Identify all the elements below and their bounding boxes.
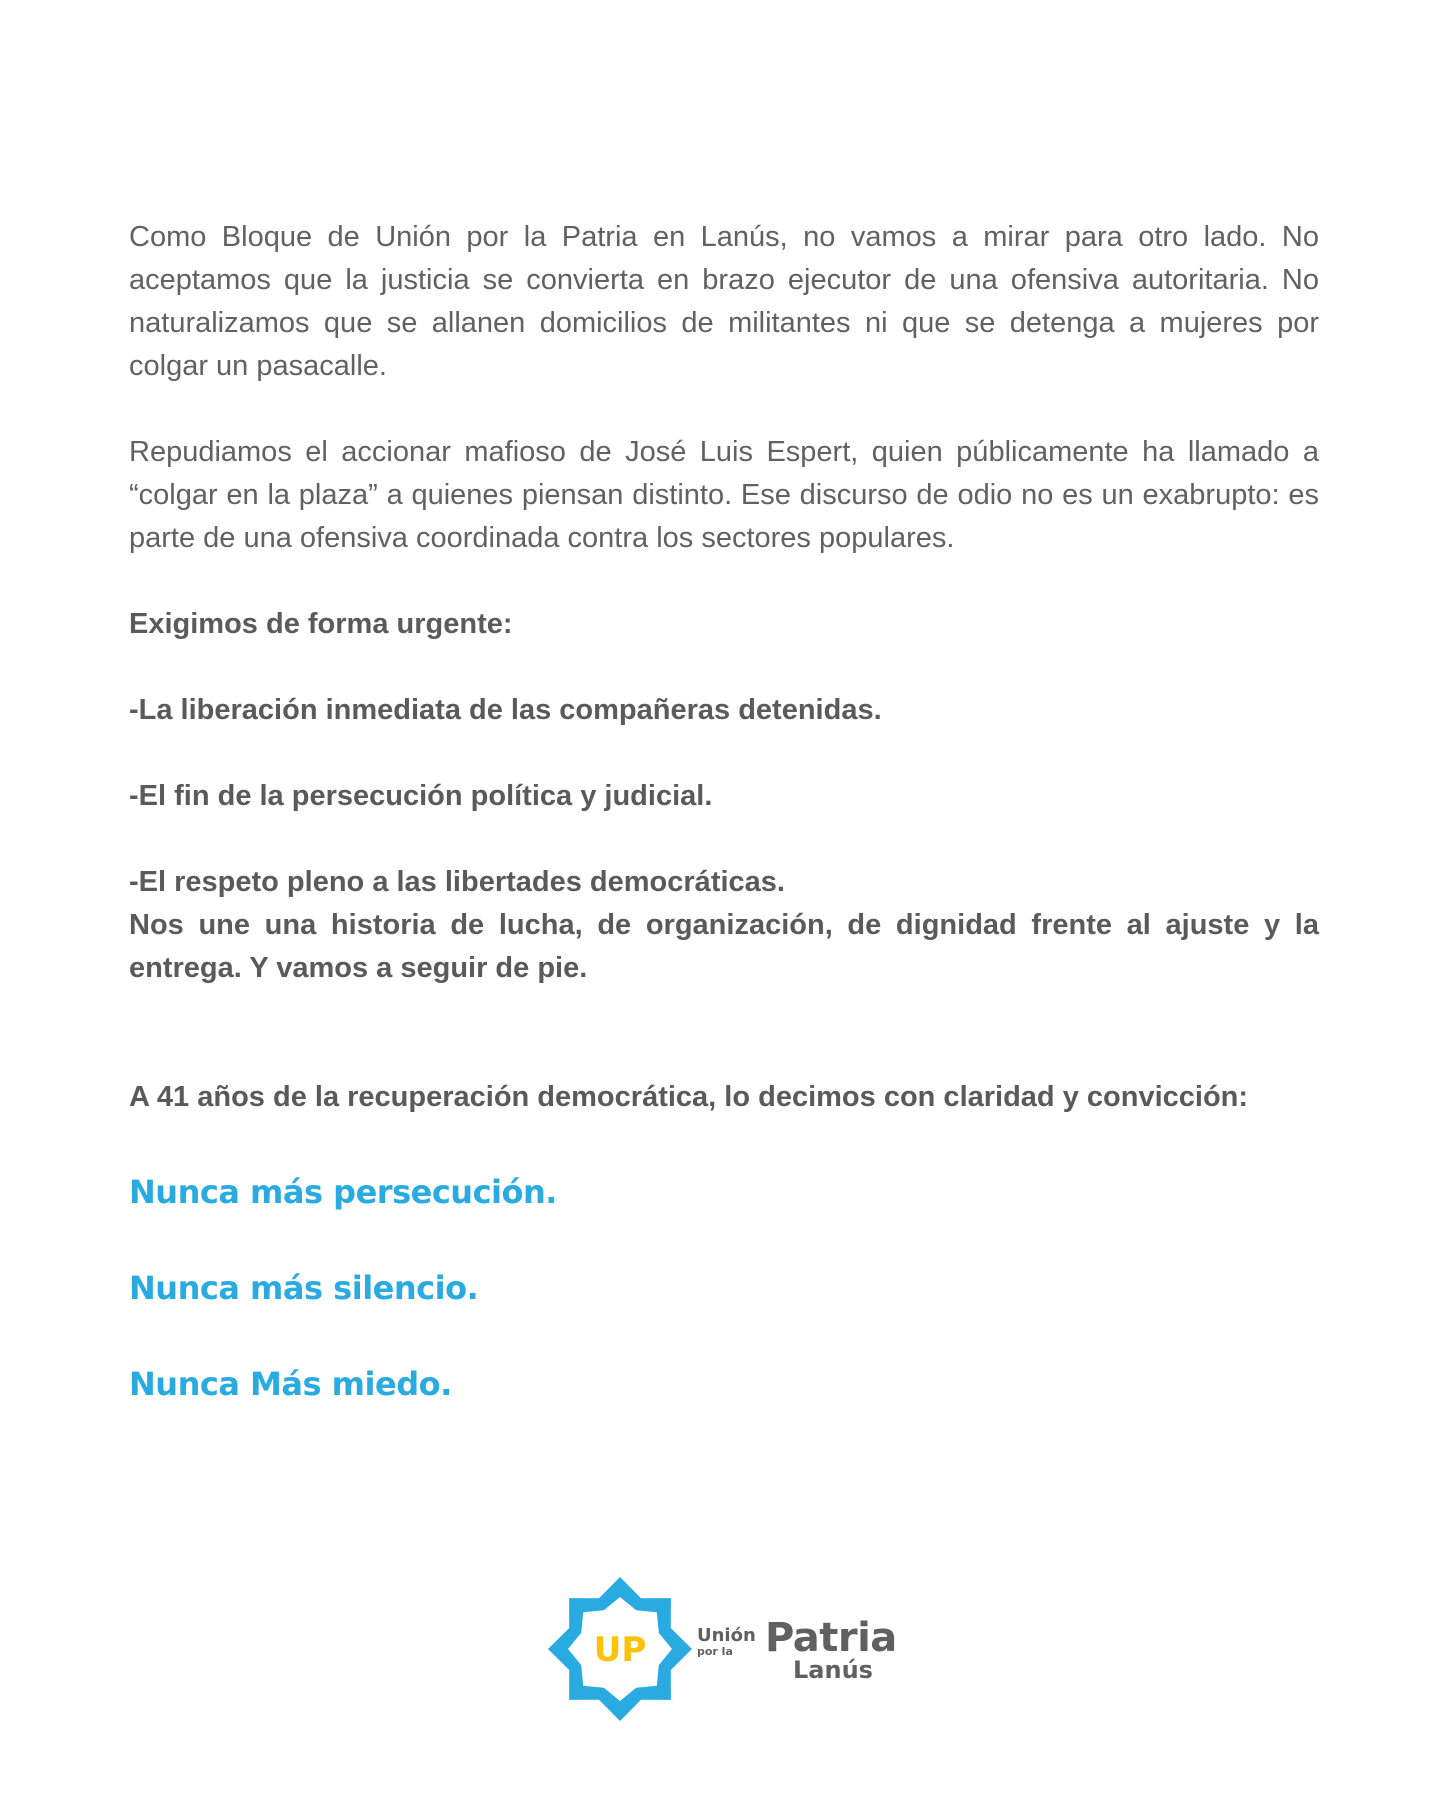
logo-badge-text: UP: [593, 1630, 647, 1670]
demands-title: Exigimos de forma urgente:: [129, 608, 513, 640]
demand-item: -La liberación inmediata de las compañeras detenidas.: [129, 694, 882, 726]
statement-paragraph-1: Como Bloque de Unión por la Patria en Lanús, no vamos a mirar para otro lado. No aceptamos que la justicia se convierta en brazo ejecutor de una ofensiva autoritaria. No naturalizamos que se allanen domicilios de militantes ni que se detenga a mujeres por colgar un pasacalle.: [129, 221, 1319, 382]
closing-paragraph: Nos une una historia de lucha, de organización, de dignidad frente al ajuste y la entrega. Y vamos a seguir de pie.: [129, 909, 1319, 984]
union-por-la-patria-logo: [545, 1574, 905, 1724]
slogan: Nunca Más miedo.: [129, 1365, 452, 1403]
slogan: Nunca más persecución.: [129, 1173, 557, 1211]
sun-badge-icon: [545, 1574, 695, 1724]
statement-body: [129, 216, 1319, 1404]
logo-text-patria: Patria: [765, 1615, 897, 1661]
demand-item: -El respeto pleno a las libertades democráticas.: [129, 866, 785, 898]
slogan: Nunca más silencio.: [129, 1269, 479, 1307]
demand-item: -El fin de la persecución política y judicial.: [129, 780, 713, 812]
logo-text-lanus: Lanús: [793, 1656, 873, 1684]
statement-paragraph-2: Repudiamos el accionar mafioso de José Luis Espert, quien públicamente ha llamado a “colgar en la plaza” a quienes piensan distinto. Ese discurso de odio no es un exabrupto: es parte de una ofensiva coordinada contra los sectores populares.: [129, 436, 1319, 554]
anniversary-line: A 41 años de la recuperación democrática, lo decimos con claridad y convicción:: [129, 1081, 1249, 1113]
logo-text-union: Unión: [697, 1625, 756, 1646]
logo-text-por-la: por la: [697, 1645, 733, 1658]
